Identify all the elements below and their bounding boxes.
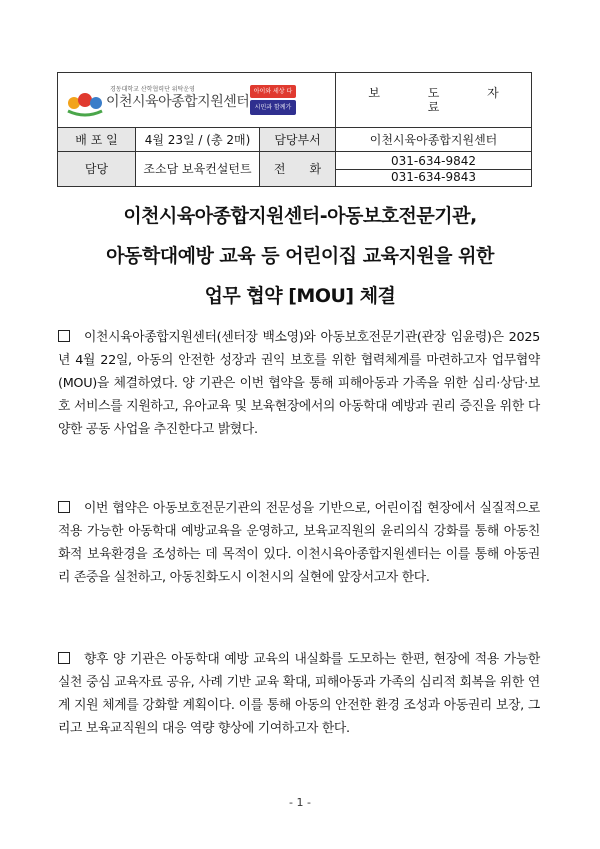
contact-label: 담당: [58, 152, 136, 187]
phone-number: 031-634-9842: [391, 153, 477, 168]
phone-label: 전 화: [260, 152, 336, 187]
distribution-value: 4월 23일 / (총 2매): [136, 128, 260, 152]
square-bullet-icon: [58, 501, 70, 513]
page-number: - 1 -: [289, 796, 311, 809]
department-label: 담당부서: [260, 128, 336, 152]
logo-org-name: 이천시육아종합지원센터: [106, 94, 250, 110]
body-paragraph: [58, 648, 540, 740]
phone-values: [336, 152, 532, 187]
department-value: 이천시육아종합지원센터: [336, 128, 532, 152]
body-paragraph: [58, 497, 540, 589]
square-bullet-icon: [58, 330, 70, 342]
headline-line: 아동학대예방 교육 등 어린이집 교육지원을 위한: [106, 245, 494, 267]
paragraph-text: 이천시육아종합지원센터(센터장 백소영)와 아동보호전문기관(관장 임윤령)은 2025년 4월 22일, 아동의 안전한 성장과 권익 보호를 위한 협력체계를 마련하고자 업무협약(MOU)을 체결하였다. 양 기관은 이번 협약을 통해 피해아동과 가족을 위한 심리·상담·보호 서비스를 지원하고, 유아교육 및 보육현장에서의 아동학대 예방과 권리 증진을 위한 다양한 공동 사업을 추진한다고 밝혔다.: [58, 330, 540, 437]
contact-value: 조소담 보육컨설턴트: [136, 152, 260, 187]
org-logo: [66, 81, 298, 121]
headline: [40, 196, 560, 316]
logo-mark-icon: [66, 89, 104, 117]
body-paragraph: [58, 326, 540, 441]
logo-subtitle: 경동대학교 산학협력단 위탁운영: [110, 86, 195, 93]
distribution-label: 배 포 일: [58, 128, 136, 152]
headline-line: 이천시육아종합지원센터-아동보호전문기관,: [123, 205, 477, 227]
press-header-table: [57, 72, 532, 187]
paragraph-text: 향후 양 기관은 아동학대 예방 교육의 내실화를 도모하는 한편, 현장에 적용 가능한 실천 중심 교육자료 공유, 사례 기반 교육 확대, 피해아동과 가족의 심리적 회복을 위한 연계 지원 체계를 강화할 계획이다. 이를 통해 아동의 안전한 환경 조성과 아동권리 보장, 그리고 보육교직원의 대응 역량 향상에 기여하고자 한다.: [58, 652, 540, 736]
logo-badge: [250, 85, 296, 117]
headline-line: 업무 협약 [MOU] 체결: [204, 285, 396, 307]
phone-number: 031-634-9843: [336, 169, 531, 185]
press-release-title: 보 도 자 료: [336, 73, 532, 128]
paragraph-text: 이번 협약은 아동보호전문기관의 전문성을 기반으로, 어린이집 현장에서 실질적으로 적용 가능한 아동학대 예방교육을 운영하고, 보육교직원의 윤리의식 강화를 통해 아동친화적 보육환경을 조성하는 데 목적이 있다. 이천시육아종합지원센터는 이를 통해 아동권리 존중을 실천하고, 아동친화도시 이천시의 실현에 앞장서고자 한다.: [58, 501, 540, 585]
logo-badge-line2: 시민과 함께가: [250, 100, 296, 115]
logo-badge-line1: 아이와 세상 다: [250, 85, 296, 98]
square-bullet-icon: [58, 652, 70, 664]
logo-cell: [58, 73, 336, 128]
